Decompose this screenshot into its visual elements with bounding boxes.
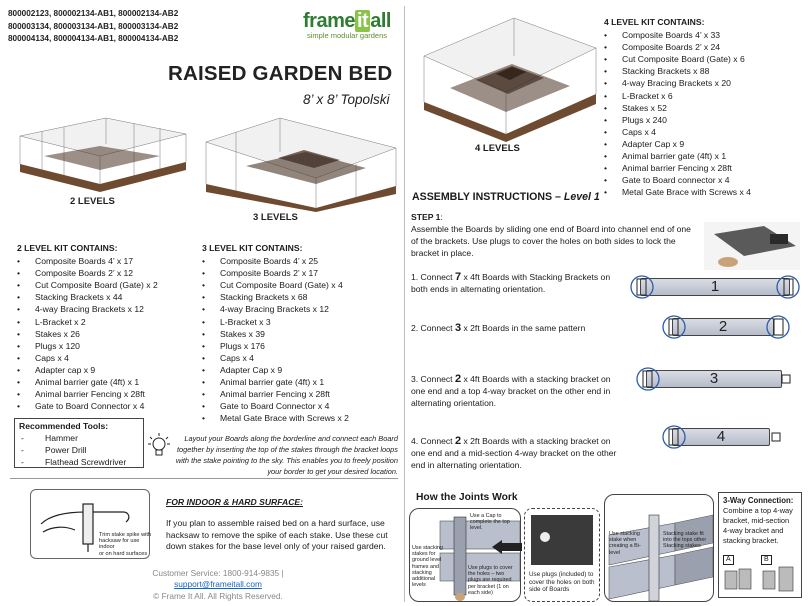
kit-title: 4 LEVEL KIT CONTAINS:	[604, 17, 705, 27]
kit-item: • Adapter Cap x 9	[202, 364, 349, 376]
plugs-label: Use plugs to cover the holes – two plugs are required per bracket (1 on each side)	[468, 565, 513, 596]
three-way-text: Combine a top 4-way bracket, mid-section 4-way bracket and stacking bracket.	[723, 506, 793, 546]
customer-service: Customer Service: 1800-914-9835 |	[152, 568, 284, 578]
page-subtitle: 8’ x 8’ Topolski	[303, 92, 390, 107]
tool-item: - Flathead Screwdriver	[19, 456, 139, 468]
kit-item: • Cut Composite Board (Gate) x 6	[604, 53, 751, 65]
kit-item: • Composite Boards 4’ x 33	[604, 29, 751, 41]
logo-tagline: simple modular gardens	[306, 31, 388, 40]
four-level-bed-illustration	[420, 12, 600, 142]
product-code-line: 800003134, 800003134-AB1, 800003134-AB2	[8, 21, 179, 31]
joint-panel-stacking	[604, 494, 714, 602]
four-way-bracket-icon	[662, 421, 792, 453]
frame-it-all-logo	[297, 10, 397, 40]
step-prefix: 4. Connect	[411, 436, 455, 446]
kit-item: • Animal barrier Fencing x 28ft	[17, 388, 158, 400]
assembly-heading	[412, 191, 600, 203]
footer	[138, 568, 298, 602]
stake-caption-line: Trim stake spike with	[99, 532, 152, 538]
kit-item: • Composite Boards 4’ x 17	[17, 255, 158, 267]
board-diagram-4: 4	[672, 428, 770, 446]
lightbulb-icon	[148, 432, 170, 462]
step-quantity: 7	[454, 271, 462, 283]
three-way-title: 3-Way Connection:	[723, 496, 794, 505]
kit-item: • Stakes x 26	[17, 328, 158, 340]
step-prefix: 3. Connect	[411, 374, 455, 384]
page-title: RAISED GARDEN BED	[168, 62, 393, 85]
stake-caption-line: hacksaw for use indoor	[99, 538, 140, 551]
kit-item: • Gate to Board Connector x 4	[202, 400, 349, 412]
arrow-icon	[492, 540, 522, 554]
kit-item: • Animal barrier gate (4ft) x 1	[17, 376, 158, 388]
four-level-kit-list	[604, 16, 751, 198]
kit-item: • Composite Boards 2’ x 12	[17, 267, 158, 279]
kit-item: • Stacking Brackets x 88	[604, 65, 751, 77]
step-1-label: STEP 1:	[411, 212, 443, 222]
kit-item: • L-Bracket x 3	[202, 316, 349, 328]
page-divider	[404, 6, 405, 602]
step-quantity: 2	[454, 435, 462, 447]
kit-item: • Caps x 4	[17, 352, 158, 364]
recommended-tools-box	[14, 418, 144, 468]
plugs-panel	[524, 508, 600, 602]
kit-item: • Metal Gate Brace with Screws x 4	[604, 186, 751, 198]
step-text: x 4ft Boards with Stacking Brackets on both ends in alternating orientation.	[411, 272, 611, 294]
kit-item: • Composite Boards 2’ x 24	[604, 41, 751, 53]
plug-photo	[525, 509, 601, 569]
kit-item: • Stacking Brackets x 44	[17, 291, 158, 303]
inner-level	[44, 146, 160, 170]
kit-item: • Plugs x 240	[604, 114, 751, 126]
step-item	[411, 323, 627, 335]
kit-item: • Gate to Board connector x 4	[604, 174, 751, 186]
cap-label: Use a Cap to complete the top level.	[470, 513, 510, 532]
indoor-text: If you plan to assemble raised bed on a hard surface, use hacksaw to remove the spike of each stake. Use these cut down stakes for the base level only of your raised garden.	[166, 518, 388, 551]
kit-item: • Animal barrier gate (4ft) x 1	[604, 150, 751, 162]
step-item	[411, 374, 627, 409]
step-1-label-text: STEP 1	[411, 212, 441, 222]
kit-item: • Stakes x 52	[604, 102, 751, 114]
kit-item: • Metal Gate Brace with Screws x 2	[202, 412, 349, 424]
bracket-parts-icon	[723, 565, 799, 595]
kit-item: • 4-way Bracing Brackets x 12	[17, 303, 158, 315]
kit-item: • Composite Boards 4’ x 25	[202, 255, 349, 267]
stake-caption-line: or on hard surfaces	[99, 550, 148, 557]
kit-item: • Adapter Cap x 9	[604, 138, 751, 150]
step-text: x 2ft Boards in the same pattern	[461, 323, 586, 333]
two-level-kit-list	[17, 242, 158, 412]
product-codes	[8, 8, 178, 46]
board-diagram-1: 1	[640, 278, 790, 296]
board-diagram-3: 3	[646, 370, 782, 388]
joint-panel-cap	[409, 508, 521, 602]
kit-item: • 4-way Bracing Brackets x 12	[202, 303, 349, 315]
kit-item: • Cut Composite Board (Gate) x 4	[202, 279, 349, 291]
layout-tip: Layout your Boards along the borderline and connect each Board together by inserting the top of the stakes through the bracket loops with the stake pointing to the sky. This enables you to freely position your border to get your desired location.	[175, 434, 398, 476]
three-way-connection-box	[718, 492, 802, 598]
kit-item: • Animal barrier Fencing x 28ft	[604, 162, 751, 174]
two-level-label: 2 LEVELS	[70, 196, 115, 207]
logo-text-frame: frame	[303, 10, 355, 32]
kit-item: • Plugs x 120	[17, 340, 158, 352]
stake-trim-illustration	[30, 489, 150, 559]
kit-title: 3 LEVEL KIT CONTAINS:	[202, 243, 303, 253]
kit-item: • Caps x 4	[604, 126, 751, 138]
kit-item: • L-Bracket x 6	[604, 90, 751, 102]
label-a: A	[723, 555, 734, 565]
step-item	[411, 436, 627, 471]
step-text: x 4ft Boards with a stacking bracket on one end and a top 4-way bracket on the other end in alternating orientation.	[411, 374, 611, 408]
kit-item: • L-Bracket x 2	[17, 316, 158, 328]
step-quantity: 2	[454, 373, 462, 385]
four-level-label: 4 LEVELS	[475, 143, 520, 154]
tools-title: Recommended Tools:	[19, 421, 109, 431]
kit-item: • Animal barrier Fencing x 28ft	[202, 388, 349, 400]
kit-item: • Adapter cap x 9	[17, 364, 158, 376]
three-level-kit-list	[202, 242, 349, 424]
logo-text-all: all	[370, 10, 391, 32]
kit-item: • Stakes x 39	[202, 328, 349, 340]
step-1	[411, 211, 691, 259]
label-b: B	[761, 555, 772, 565]
stacking-fit-label: Stacking stake fit into the tops other Stacking stakes	[663, 531, 707, 550]
bed-frame	[206, 184, 396, 212]
step-prefix: 1. Connect	[411, 272, 455, 282]
kit-item: • Caps x 4	[202, 352, 349, 364]
kit-item: • 4-way Bracing Brackets x 20	[604, 77, 751, 89]
step-prefix: 2. Connect	[411, 323, 455, 333]
four-way-bracket-icon	[636, 363, 802, 395]
three-level-bed-illustration	[196, 112, 406, 212]
step-quantity: 3	[454, 322, 462, 334]
product-code-line: 800002123, 800002134-AB1, 800002134-AB2	[8, 9, 179, 18]
step-1-text: Assemble the Boards by sliding one end of Board into channel end of one of the brackets. Use plugs to cover the holes on both sides to lock the bracket in place.	[411, 224, 691, 258]
kit-item: • Animal barrier gate (4ft) x 1	[202, 376, 349, 388]
logo-wordmark	[297, 10, 397, 33]
product-code-line: 800004134, 800004134-AB1, 800004134-AB2	[8, 34, 179, 43]
kit-item: • Cut Composite Board (Gate) x 2	[17, 279, 158, 291]
step-text: x 2ft Boards with a stacking bracket on one end and a mid-section 4-way bracket on the other end in alternating orientation.	[411, 436, 617, 470]
stake-caption	[99, 532, 151, 557]
two-level-bed-illustration	[14, 112, 194, 192]
indoor-heading: FOR INDOOR & HARD SURFACE:	[166, 497, 304, 507]
board-diagram-2: 2	[672, 318, 774, 336]
step-item	[411, 272, 627, 296]
kit-item: • Stacking Brackets x 68	[202, 291, 349, 303]
support-email-link[interactable]: support@frameitall.com	[174, 579, 262, 590]
joints-heading: How the Joints Work	[416, 492, 518, 503]
three-way-diagram	[723, 555, 799, 595]
assembly-heading-text: ASSEMBLY INSTRUCTIONS –	[412, 191, 561, 203]
kit-title: 2 LEVEL KIT CONTAINS:	[17, 243, 118, 253]
tool-item: - Hammer	[19, 432, 139, 444]
stacking-bracket-icon	[662, 311, 792, 343]
section-divider	[10, 478, 398, 479]
stacking-label: Use stacking stakes for ground level frames and stacking additional levels	[412, 545, 443, 589]
copyright: © Frame It All. All Rights Reserved.	[153, 590, 283, 601]
stacking-bracket-icon	[630, 271, 802, 303]
kit-item: • Composite Boards 2’ x 17	[202, 267, 349, 279]
plugs-included-label: Use plugs (included) to cover the holes on both side of Boards	[529, 571, 595, 594]
three-level-label: 3 LEVELS	[253, 212, 298, 223]
kit-item: • Plugs x 176	[202, 340, 349, 352]
assembly-level: Level 1	[563, 191, 600, 203]
creating-bilevel-label: Use stacking stake when creating a Bi-level	[609, 531, 641, 556]
kit-item: • Gate to Board Connector x 4	[17, 400, 158, 412]
bracket-photo	[704, 222, 800, 270]
tool-item: - Power Drill	[19, 444, 139, 456]
logo-text-it: it	[357, 10, 369, 32]
